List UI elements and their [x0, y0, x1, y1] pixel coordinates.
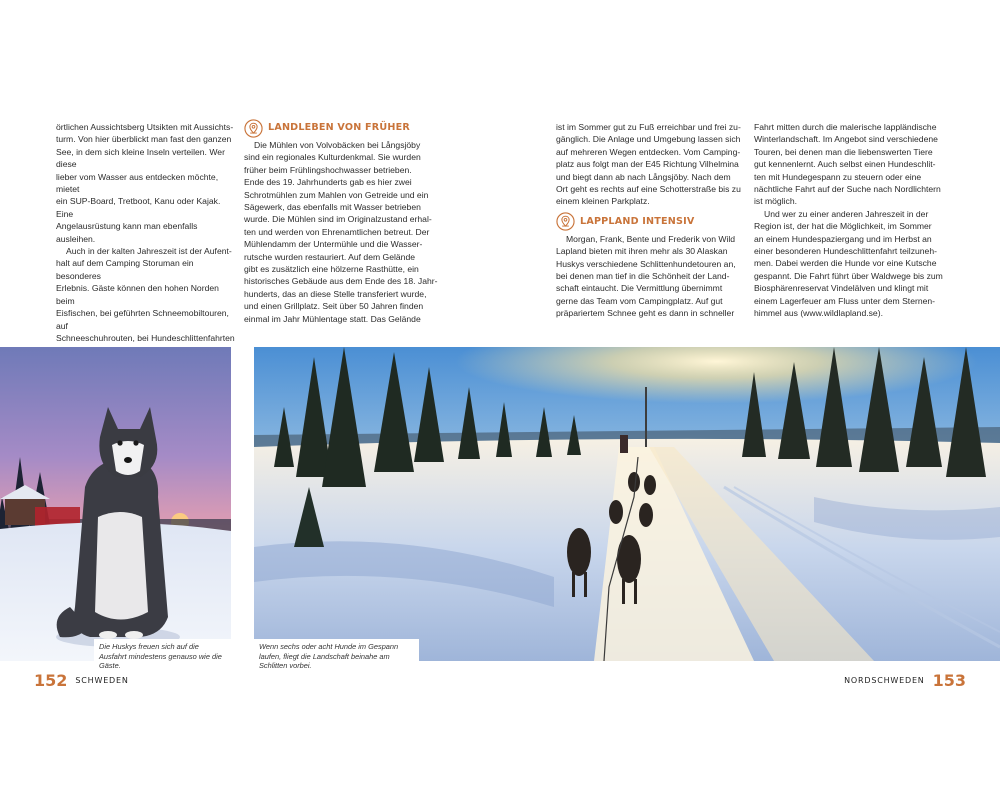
text-column-3 — [556, 121, 742, 320]
dog-sled-photo-illustration — [254, 347, 1000, 661]
text-line: lieber vom Wasser aus entdecken möchte, mietet — [56, 171, 219, 195]
text-line: einer besonderen Hundeschlittenfahrt teilzuneh- — [754, 246, 937, 257]
text-line: nächtliche Fahrt auf der Suche nach Nordlichtern — [754, 184, 941, 195]
husky-photo — [0, 347, 231, 661]
text-column-4 — [754, 121, 944, 320]
text-line: gut kennenlernt. Auch selbst einen Hundeschlit- — [754, 159, 936, 170]
text-line: Eisfischen, bei geführten Schneemobiltouren, auf — [56, 308, 229, 331]
text-line: men. Dabei werden die Hunde vor eine Kutsche — [754, 258, 937, 269]
section-heading-lappland — [556, 212, 742, 232]
location-pin-icon — [556, 212, 575, 231]
text-line: See, in dem sich kleine Inseln verteilen. Wer diese — [56, 146, 225, 170]
text-line: einmal im Jahr Mühlentage statt. Das Gelände — [244, 313, 421, 324]
text-line: Winterlandschaft. Im Angebot sind verschiedene — [754, 134, 938, 145]
text-line: ten mit Hundegespann zu steuern oder eine — [754, 171, 922, 182]
text-line: Biosphärenreservat Vindelälven und klingt mit — [754, 283, 929, 294]
text-line: schaft eintaucht. Die Vermittlung übernimmt — [556, 283, 723, 294]
text-column-2 — [244, 118, 444, 325]
text-line: gerne das Team vom Campingplatz. Auf gut — [556, 295, 723, 306]
text-line: ist im Sommer gut zu Fuß erreichbar und frei zu- — [556, 122, 741, 132]
text-line: auf mehreren Wegen entdecken. Vom Camping- — [556, 146, 741, 157]
text-line: gibt es zusätzlich eine hölzerne Rasthütte, ein — [244, 264, 419, 275]
text-line: gänglich. Die Anlage und Umgebung lassen sich — [556, 134, 741, 145]
dog-sled-photo — [254, 347, 1000, 661]
text-line: Region ist, der hat die Möglichkeit, im Sommer — [754, 221, 932, 232]
right-page-footer — [844, 671, 966, 690]
text-line: Angelausrüstung kann man ebenfalls ausleihen. — [56, 221, 198, 244]
page-number-right: 153 — [932, 671, 966, 690]
text-line: Lapland bieten mit ihren mehr als 30 Alaskan — [556, 246, 728, 257]
running-section-left: SCHWEDEN — [75, 676, 129, 685]
section-heading-landleben — [244, 118, 444, 138]
text-line: örtlichen Aussichtsberg Utsikten mit Aussichts- — [56, 122, 234, 132]
text-line: und einen Grillplatz. Seit über 50 Jahren finden — [244, 301, 424, 312]
text-line: Fahrt mitten durch die malerische lappländische — [754, 122, 937, 132]
husky-photo-caption: Die Huskys freuen sich auf die Ausfahrt mindestens genauso wie die Gäste. — [94, 639, 231, 673]
section-heading-text: LANDLEBEN VON FRÜHER — [268, 121, 410, 133]
text-line: wurde. Die Mühlen sind im Originalzustand erhal- — [244, 214, 432, 225]
text-line: Erlebnis. Gäste können den hohen Norden beim — [56, 283, 219, 306]
text-line: platz aus folgt man der E45 Richtung Vilhelmina — [556, 159, 739, 170]
text-line: turm. Von hier überblickt man fast den ganzen — [56, 134, 232, 145]
text-line: einem kleinen Parkplatz. — [556, 196, 650, 207]
dog-sled-photo-caption: Wenn sechs oder acht Hunde im Gespann laufen, fliegt die Landschaft beinahe am Schlitten vorbei. — [254, 639, 419, 673]
text-line: rutsche wurden restauriert. Auf dem Gelände — [244, 251, 416, 262]
text-line: einem Lagerfeuer am Fluss unter dem Sternen- — [754, 295, 936, 306]
text-line: himmel aus (www.wildlapland.se). — [754, 308, 883, 319]
text-line: Schrotmühlen zum Mahlen von Getreide und ein — [244, 189, 429, 200]
text-line: Auch in der kalten Jahreszeit ist der Aufent- — [66, 246, 232, 257]
text-line: Mühlendamm der Untermühle und die Wasser- — [244, 239, 423, 250]
text-line: sind ein regionales Kulturdenkmal. Sie wurden — [244, 152, 421, 163]
text-line: Morgan, Frank, Bente und Frederik von Wild — [566, 233, 736, 244]
text-line: Und wer zu einer anderen Jahreszeit in der — [764, 208, 929, 219]
text-line: Sägewerk, das ebenfalls mit Wasser betrieben — [244, 202, 421, 213]
location-pin-icon — [244, 119, 263, 138]
page-number-left: 152 — [34, 671, 68, 690]
text-line: ist möglich. — [754, 196, 797, 207]
text-line: ten und werden von Ehrenamtlichen betreut. Der — [244, 226, 430, 237]
text-line: bei denen man tief in die Schönheit der Land- — [556, 271, 730, 282]
text-line: hunderts, das an diese Stelle transferiert wurde, — [244, 288, 427, 299]
text-line: gespannt. Die Fahrt führt über Waldwege bis zum — [754, 270, 943, 281]
text-line: Huskys verschiedene Schlittenhundetouren an, — [556, 258, 736, 269]
text-line: Ende des 19. Jahrhunderts gab es hier zwei — [244, 177, 412, 188]
text-line: früher beim Frühlingshochwasser betrieben. — [244, 164, 412, 175]
text-line: halt auf dem Camping Storuman ein besonderes — [56, 258, 194, 281]
husky-photo-illustration — [0, 347, 231, 661]
section-heading-text: LAPPLAND INTENSIV — [580, 215, 695, 227]
text-line: Die Mühlen von Volvobäcken bei Långsjöby — [254, 140, 421, 150]
text-line: und biegt dann ab nach Långsjöby. Nach dem — [556, 171, 731, 182]
text-line: Schneeschuhrouten, bei Hundeschlittenfahrten — [56, 332, 235, 343]
text-line: Ort geht es rechts auf eine Schotterstraße bis zu — [556, 184, 741, 195]
text-line: Touren, bei denen man die liebenswerten Tiere — [754, 146, 933, 157]
text-line: an einem Hundespaziergang und im Herbst an — [754, 233, 932, 244]
text-line: präpariertem Schnee geht es dann in schneller — [556, 308, 735, 319]
text-line: historisches Gebäude aus dem Ende des 18. Jahr- — [244, 276, 438, 287]
left-page-footer — [34, 671, 129, 690]
running-section-right: NORDSCHWEDEN — [844, 676, 925, 685]
text-line: ein SUP-Board, Tretboot, Kanu oder Kajak. Eine — [56, 196, 221, 219]
